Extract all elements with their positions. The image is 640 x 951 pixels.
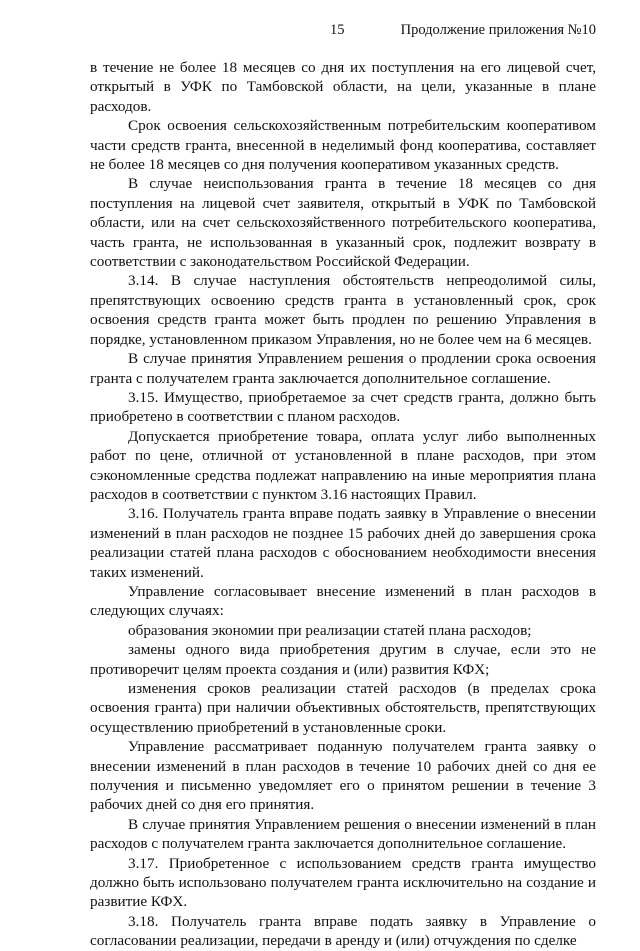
paragraph-clause-3-15: 3.15. Имущество, приобретаемое за счет средств гранта, должно быть приобретено в соответствии с планом расходов.	[90, 388, 596, 426]
list-item: изменения сроков реализации статей расходов (в пределах срока освоения гранта) при наличии объективных обстоятельств, препятствующих осуществлению приобретений в установленные сроки.	[90, 680, 596, 736]
list-item: образования экономии при реализации статей плана расходов;	[128, 621, 532, 639]
paragraph-clause-3-16: 3.16. Получатель гранта вправе подать заявку в Управление о внесении изменений в план расходов не позднее 15 рабочих дней до завершения срока реализации статей плана расходов с обоснованием необходимости внесения таких изменений.	[90, 505, 596, 581]
paragraph: Управление согласовывает внесение изменений в план расходов в следующих случаях:	[90, 582, 596, 620]
paragraph: В случае принятия Управлением решения о продлении срока освоения гранта с получателем гранта заключается дополнительное соглашение.	[90, 350, 596, 387]
paragraph: Управление рассматривает поданную получателем гранта заявку о внесении изменений в план расходов в течение 10 рабочих дней со дня ее получения и письменно уведомляет его о принятом решении в течение 3 рабочих дней со дня его принятия.	[90, 738, 596, 814]
page-header	[0, 22, 640, 44]
paragraph-clause-3-18: 3.18. Получатель гранта вправе подать заявку в Управление о согласовании реализации, передачи в аренду и (или) отчуждения по сделке	[90, 912, 596, 950]
paragraph: Допускается приобретение товара, оплата услуг либо выполненных работ по цене, отличной от установленной в плане расходов, при этом сэкономленные средства подлежат направлению на иные мероприятия плана расходов в соответствии с пунктом 3.16 настоящих Правил.	[90, 427, 596, 503]
header-title: Продолжение приложения №10	[400, 22, 596, 38]
page-number: 15	[330, 22, 345, 38]
paragraph: Срок освоения сельскохозяйственным потребительским кооперативом части средств гранта, внесенной в неделимый фонд кооператива, составляет не более 18 месяцев со дня получения кооперативом указанных средств.	[90, 117, 596, 174]
paragraph-clause-3-17: 3.17. Приобретенное с использованием средств гранта имущество должно быть использовано получателем гранта исключительно на создание и развитие КФХ.	[90, 854, 596, 911]
document-body	[90, 58, 596, 951]
paragraph: В случае неиспользования гранта в течение 18 месяцев со дня поступления на лицевой счет заявителя, открытый в УФК по Тамбовской области, или на счет сельскохозяйственного потребительского кооператива, часть гранта, не использованная в указанный срок, подлежит возврату в соответствии с законодательством Российской Федерации.	[90, 175, 596, 271]
paragraph: В случае принятия Управлением решения о внесении изменений в план расходов с получателем гранта заключается дополнительное соглашение.	[90, 815, 596, 853]
paragraph-clause-3-14: 3.14. В случае наступления обстоятельств непреодолимой силы, препятствующих освоению средств гранта в установленный срок, срок освоения средств гранта может быть продлен по решению Управления в порядке, установленном приказом Управления, но не более чем на 6 месяцев.	[90, 272, 596, 348]
list-item: замены одного вида приобретения другим в случае, если это не противоречит целям проекта создания и (или) развития КФХ;	[90, 641, 596, 678]
paragraph-continuation: в течение не более 18 месяцев со дня их поступления на его лицевой счет, открытый в УФК по Тамбовской области, на цели, указанные в плане расходов.	[90, 59, 596, 115]
